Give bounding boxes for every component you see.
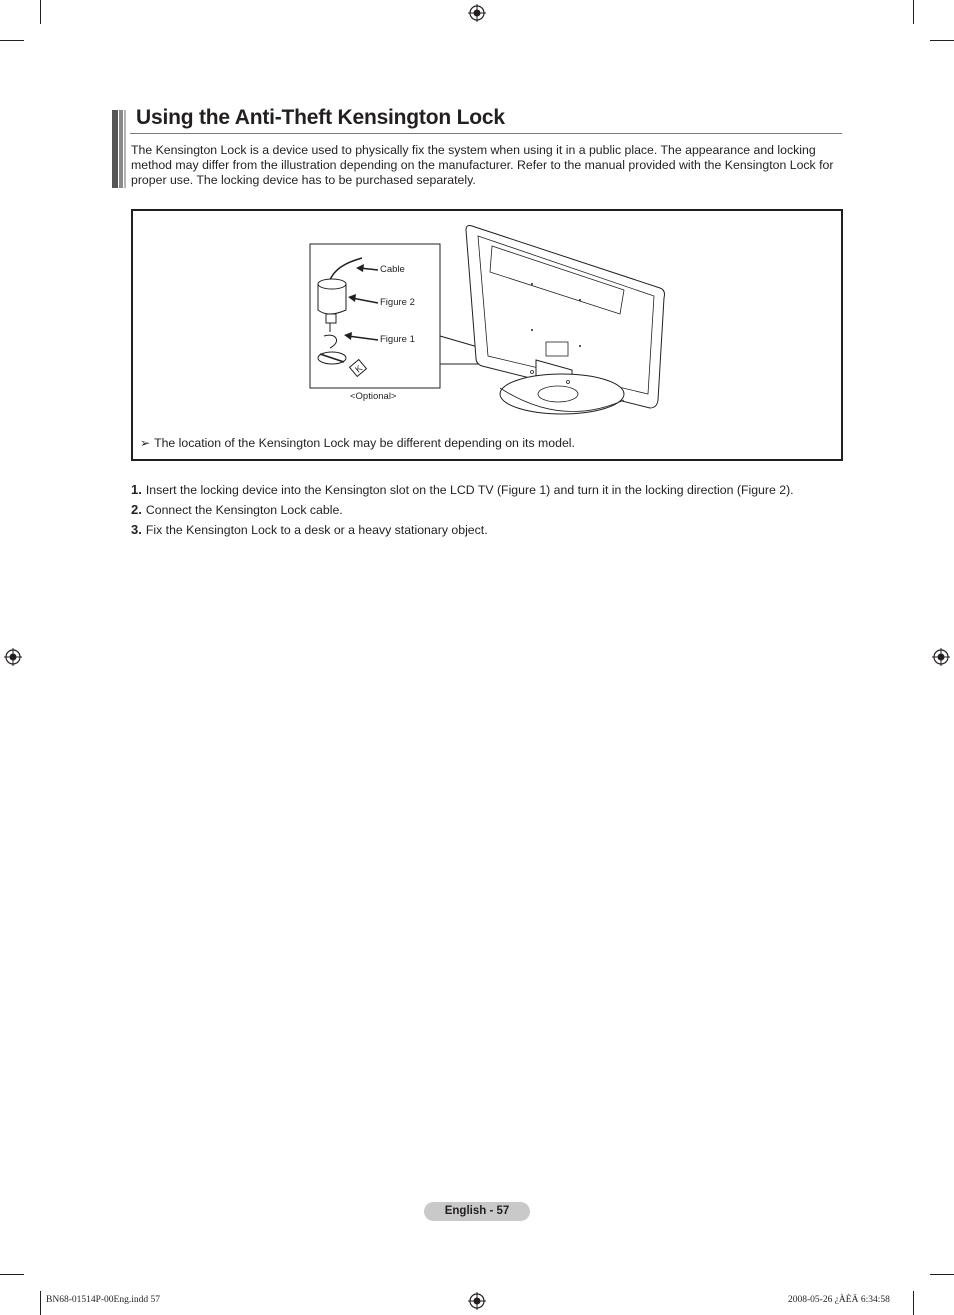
rotation-arrow-icon	[324, 335, 337, 348]
arrow-icon	[356, 264, 378, 272]
crop-mark	[40, 1291, 41, 1315]
crop-mark	[930, 40, 954, 41]
label-figure-1: Figure 1	[380, 334, 415, 345]
label-cable: Cable	[380, 264, 405, 275]
note-arrow-icon: ➢	[140, 436, 151, 450]
note-text: The location of the Kensington Lock may be different depending on its model.	[154, 436, 575, 450]
step-text: Fix the Kensington Lock to a desk or a heavy stationary object.	[145, 523, 488, 537]
list-item	[131, 500, 794, 520]
section-bar	[112, 110, 118, 188]
intro-paragraph: The Kensington Lock is a device used to physically fix the system when using it in a public place. The appearance and locking method may differ from the illustration depending on the manufacturer. Refer to the manual provided with the Kensington Lock for proper use. The locking device has to be purchased separately.	[131, 143, 834, 187]
step-number: 3.	[131, 522, 142, 537]
figure-note	[140, 436, 575, 450]
registration-mark-icon	[468, 1292, 486, 1310]
list-item	[131, 520, 794, 540]
crop-mark	[913, 0, 914, 24]
slug-timestamp: 2008-05-26 ¿ÀÈÄ 6:34:58	[788, 1295, 890, 1305]
tv-back-icon	[466, 226, 665, 415]
section-bar	[119, 110, 123, 188]
svg-text:K: K	[353, 362, 365, 375]
step-text: Insert the locking device into the Kensington slot on the LCD TV (Figure 1) and turn it in the locking direction (Figure 2).	[145, 483, 794, 497]
step-text: Connect the Kensington Lock cable.	[145, 503, 343, 517]
crop-mark	[0, 1274, 24, 1275]
step-number: 1.	[131, 482, 142, 497]
section-bar	[124, 110, 126, 188]
label-figure-2: Figure 2	[380, 297, 415, 308]
arrow-icon	[344, 332, 378, 340]
slug-file: BN68-01514P-00Eng.indd 57	[46, 1295, 160, 1305]
registration-mark-icon	[932, 648, 950, 666]
lock-key-icon	[326, 314, 336, 323]
page-title: Using the Anti-Theft Kensington Lock	[136, 106, 505, 129]
crop-mark	[40, 0, 41, 24]
crop-mark	[0, 40, 24, 41]
kensington-lock-illustration	[300, 218, 680, 418]
page-number-badge: English - 57	[424, 1202, 530, 1221]
label-optional: <Optional>	[350, 391, 397, 402]
crop-mark	[913, 1291, 914, 1315]
registration-mark-icon	[4, 648, 22, 666]
registration-mark-icon	[468, 4, 486, 22]
step-number: 2.	[131, 502, 142, 517]
arrow-icon	[348, 294, 378, 303]
title-rule	[130, 133, 842, 134]
steps-list	[131, 480, 794, 540]
list-item	[131, 480, 794, 500]
kensington-logo-icon	[350, 360, 367, 377]
crop-mark	[930, 1274, 954, 1275]
